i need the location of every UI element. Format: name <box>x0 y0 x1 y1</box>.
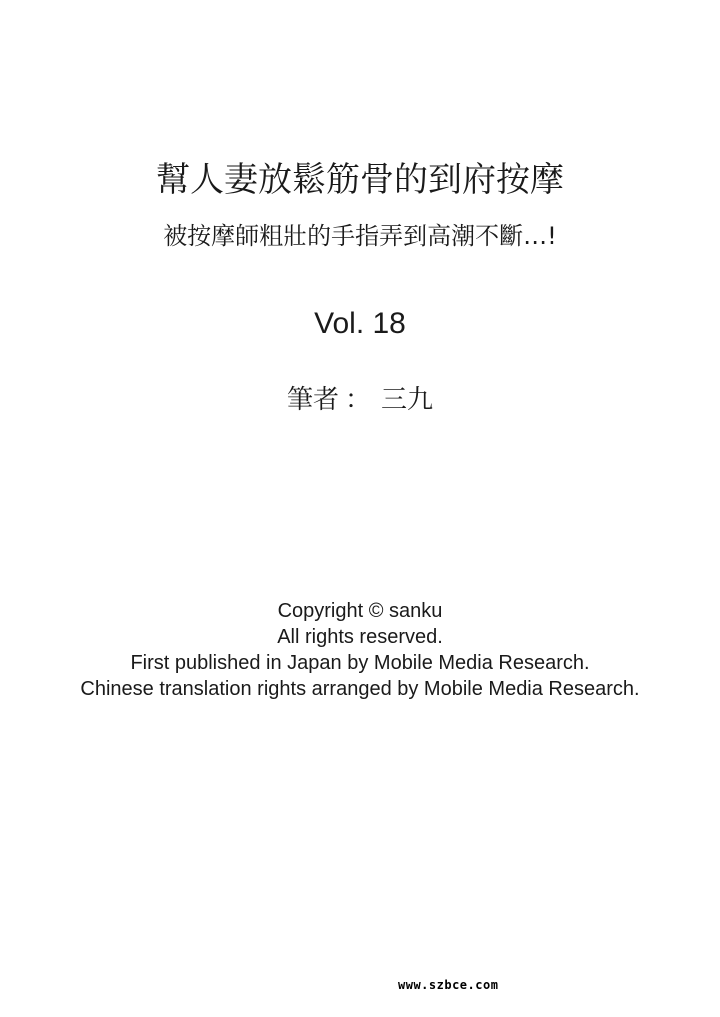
volume-number: Vol. 18 <box>314 307 406 340</box>
copyright-block <box>0 598 720 702</box>
publication-line: First published in Japan by Mobile Media Research. <box>130 652 590 674</box>
author-separator: ： <box>344 385 371 415</box>
rights-line: All rights reserved. <box>277 626 443 648</box>
author-line <box>0 382 720 418</box>
website-watermark: www.szbce.com <box>398 978 499 992</box>
copyright-line: Copyright © sanku <box>277 600 443 622</box>
author-name: 三九 <box>381 385 434 415</box>
book-title: 幫人妻放鬆筋骨的到府按摩 <box>156 160 564 200</box>
author-label: 筆者 <box>286 385 339 415</box>
translation-rights-line: Chinese translation rights arranged by Mobile Media Research. <box>80 678 640 700</box>
book-subtitle: 被按摩師粗壯的手指弄到高潮不斷…! <box>163 222 557 250</box>
